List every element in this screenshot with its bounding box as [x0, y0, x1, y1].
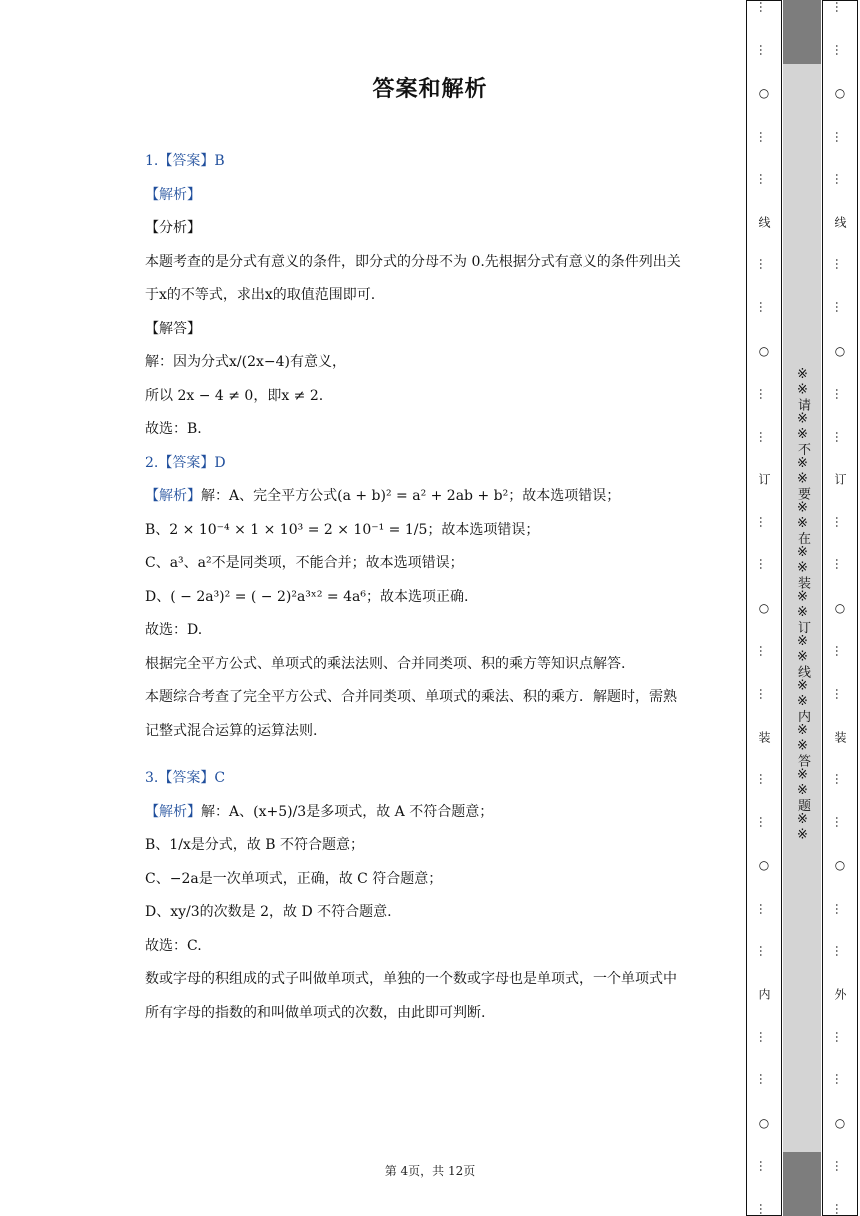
- answer-line: D、xy/3的次数是 2，故 D 不符合题意.: [145, 904, 392, 920]
- inner-margin-mark: ○: [757, 858, 771, 873]
- answer-line: 【解析】解：A、(x+5)/3是多项式，故 A 不符合题意；: [145, 803, 494, 820]
- outer-margin-mark: …: [833, 300, 847, 313]
- outer-margin-mark: 装: [833, 730, 847, 743]
- outer-margin-mark: …: [833, 515, 847, 528]
- inner-margin-mark: …: [757, 558, 771, 571]
- answer-line: 数或字母的积组成的式子叫做单项式，单独的一个数或字母也是单项式，一个单项式中: [145, 971, 677, 987]
- answer-line: 本题综合考查了完全平方公式、合并同类项、单项式的乘法、积的乘方．解题时，需熟: [145, 689, 677, 705]
- section-gap: [145, 748, 720, 762]
- answer-line: 根据完全平方公式、单项式的乘法法则、合并同类项、积的乘方等知识点解答.: [145, 655, 626, 672]
- answer-line: 解：因为分式x/(2x−4)有意义，: [145, 354, 346, 370]
- inner-margin-mark: …: [757, 430, 771, 443]
- inner-margin-mark: …: [757, 945, 771, 958]
- inner-margin-mark: …: [757, 902, 771, 915]
- answer-line: 记整式混合运算的运算法则.: [145, 722, 318, 739]
- binding-block-bottom: [783, 1152, 821, 1216]
- outer-margin-mark: …: [833, 645, 847, 658]
- outer-margin-mark: …: [833, 558, 847, 571]
- outer-margin-mark: 线: [833, 215, 847, 228]
- page-footer: 第 4页，共 12页: [384, 1164, 476, 1178]
- outer-margin-mark: …: [833, 130, 847, 143]
- inner-margin-mark: …: [757, 1202, 771, 1215]
- inner-margin-mark: …: [757, 645, 771, 658]
- inner-margin-mark: 内: [757, 987, 771, 1000]
- outer-margin-mark: …: [833, 1030, 847, 1043]
- outer-margin-mark: 外: [833, 987, 847, 1000]
- binding-block-top: [783, 0, 821, 64]
- inner-margin-mark: ○: [757, 1115, 771, 1130]
- answer-line: 2.【答案】D: [145, 454, 226, 471]
- inner-margin-mark: ○: [757, 86, 771, 101]
- answer-line: 【解答】: [145, 320, 201, 337]
- analysis-label: 【解析】: [145, 803, 201, 820]
- outer-margin-mark: …: [833, 173, 847, 186]
- inner-margin-mark: …: [757, 388, 771, 401]
- answer-line: 所以 2x − 4 ≠ 0，即x ≠ 2.: [145, 387, 324, 404]
- inner-margin-mark: …: [757, 1, 771, 13]
- answer-line: 【分析】: [145, 220, 201, 236]
- inner-margin-mark: 订: [757, 473, 771, 486]
- inner-margin-mark: …: [757, 815, 771, 828]
- outer-margin-mark: …: [833, 1073, 847, 1086]
- answer-line: C、−2a是一次单项式，正确，故 C 符合题意；: [145, 870, 443, 887]
- inner-margin-mark: …: [757, 1073, 771, 1086]
- answer-line: B、1/x是分式，故 B 不符合题意；: [145, 837, 364, 853]
- outer-margin-mark: …: [833, 1202, 847, 1215]
- outer-margin-mark: 订: [833, 473, 847, 486]
- answer-line: C、a³、a²不是同类项，不能合并；故本选项错误；: [145, 555, 464, 571]
- analysis-label: 【解析】: [145, 488, 201, 504]
- inner-margin-mark: …: [757, 773, 771, 786]
- inner-margin-mark: …: [757, 1160, 771, 1173]
- inner-margin-mark: ○: [757, 343, 771, 358]
- answer-line: 【解析】: [145, 186, 201, 203]
- outer-margin-mark: …: [833, 1160, 847, 1173]
- outer-margin-mark: …: [833, 258, 847, 271]
- answer-line: D、( − 2a³)² = ( − 2)²a³ˣ² = 4a⁶；故本选项正确.: [145, 588, 469, 605]
- outer-margin-mark: …: [833, 773, 847, 786]
- inner-margin-mark: …: [757, 130, 771, 143]
- answer-line: 于x的不等式，求出x的取值范围即可.: [145, 287, 376, 303]
- inner-margin-mark: …: [757, 258, 771, 271]
- answer-line: 故选：C.: [145, 937, 202, 954]
- binding-notice: ※※请※※不※※要※※在※※装※※订※※线※※内※※答※※题※※: [795, 367, 810, 843]
- outer-margin-mark: ○: [833, 343, 847, 358]
- page-title: 答案和解析: [372, 77, 488, 102]
- outer-margin-mark: ○: [833, 600, 847, 615]
- inner-margin-mark: …: [757, 515, 771, 528]
- inner-margin-mark: …: [757, 43, 771, 56]
- answer-line: 所有字母的指数的和叫做单项式的次数，由此即可判断.: [145, 1004, 486, 1021]
- outer-margin-mark: …: [833, 1, 847, 13]
- answer-line: 1.【答案】B: [145, 153, 225, 169]
- outer-margin-mark: …: [833, 945, 847, 958]
- inner-margin-mark: …: [757, 300, 771, 313]
- outer-margin-mark: ○: [833, 858, 847, 873]
- inner-margin-mark: 装: [757, 730, 771, 743]
- answer-line: 本题考查的是分式有意义的条件，即分式的分母不为 0.先根据分式有意义的条件列出关: [145, 253, 681, 270]
- answer-line: B、2 × 10⁻⁴ × 1 × 10³ = 2 × 10⁻¹ = 1/5；故本选项错误；: [145, 521, 540, 538]
- outer-margin-mark: …: [833, 388, 847, 401]
- outer-margin-mark: …: [833, 43, 847, 56]
- answer-content: [145, 145, 720, 1030]
- outer-margin-mark: …: [833, 688, 847, 700]
- binding-margin-outer: [822, 0, 858, 1216]
- inner-margin-mark: …: [757, 173, 771, 186]
- outer-margin-mark: …: [833, 430, 847, 443]
- outer-margin-mark: …: [833, 902, 847, 915]
- inner-margin-mark: 线: [757, 215, 771, 228]
- inner-margin-mark: ○: [757, 600, 771, 615]
- outer-margin-mark: ○: [833, 86, 847, 101]
- outer-margin-mark: ○: [833, 1115, 847, 1130]
- answer-line: 故选：D.: [145, 622, 203, 638]
- answer-line: 3.【答案】C: [145, 770, 226, 786]
- outer-margin-mark: …: [833, 815, 847, 828]
- answer-line: 故选：B.: [145, 421, 202, 437]
- inner-margin-mark: …: [757, 688, 771, 700]
- inner-margin-mark: …: [757, 1030, 771, 1043]
- binding-margin-inner: [746, 0, 782, 1216]
- answer-line: 【解析】解：A、完全平方公式(a + b)² = a² + 2ab + b²；故本选项错误；: [145, 488, 621, 504]
